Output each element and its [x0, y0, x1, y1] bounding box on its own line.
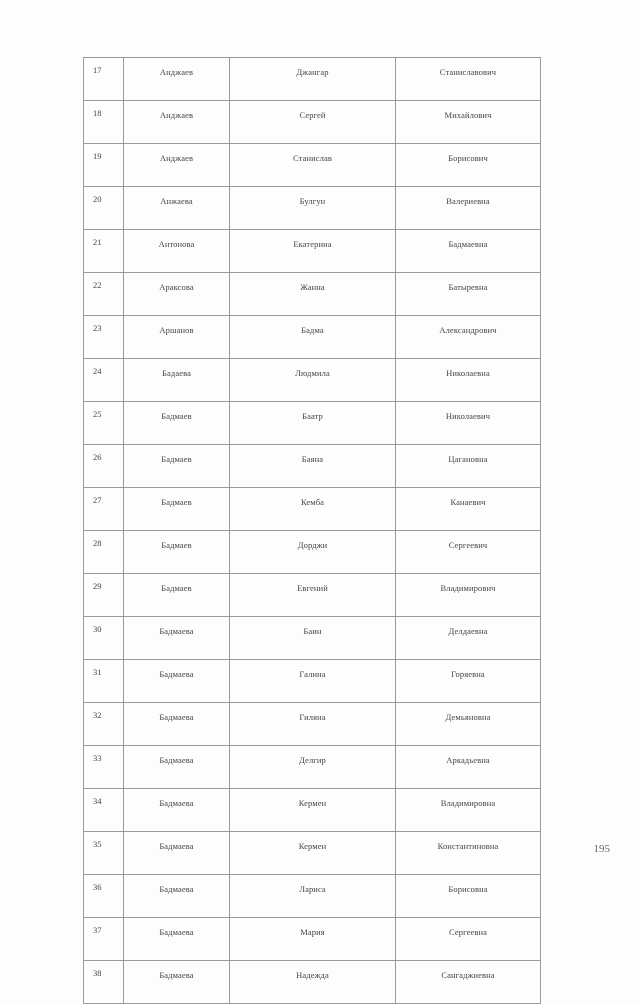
row-number: 28 [84, 531, 124, 574]
surname-cell-text: Бадмаева [159, 626, 194, 636]
row-number: 19 [84, 144, 124, 187]
surname-cell-text: Бадмаев [161, 411, 192, 421]
table-row [84, 58, 541, 101]
patronymic-cell-text: Николаевич [445, 411, 491, 421]
surname-cell-text: Бадмаева [159, 798, 194, 808]
first-name-cell-text: Сергей [299, 110, 326, 120]
surname-cell [124, 789, 230, 832]
patronymic-cell [396, 488, 541, 531]
patronymic-cell-text: Михайлович [444, 110, 492, 120]
first-name-cell-text: Гиляна [299, 712, 326, 722]
row-number: 32 [84, 703, 124, 746]
surname-cell-text: Бадаева [162, 368, 191, 378]
row-number: 23 [84, 316, 124, 359]
first-name-cell-text: Евгений [297, 583, 328, 593]
row-number: 24 [84, 359, 124, 402]
patronymic-cell [396, 144, 541, 187]
row-number: 22 [84, 273, 124, 316]
patronymic-cell [396, 230, 541, 273]
patronymic-cell-text: Делдаевна [448, 626, 488, 636]
first-name-cell-text: Людмила [295, 368, 330, 378]
surname-cell [124, 660, 230, 703]
table-row [84, 359, 541, 402]
table-row [84, 617, 541, 660]
patronymic-cell-text: Станиславович [439, 67, 497, 77]
surname-cell [124, 961, 230, 1004]
surname-cell [124, 617, 230, 660]
first-name-cell-text: Станислав [293, 153, 332, 163]
patronymic-cell [396, 660, 541, 703]
surname-cell-text: Анжаева [160, 196, 193, 206]
table-row [84, 961, 541, 1004]
surname-cell-text: Бадмаев [161, 583, 192, 593]
surname-cell [124, 445, 230, 488]
table-row [84, 402, 541, 445]
first-name-cell-text: Жанна [300, 282, 325, 292]
first-name-cell [230, 316, 396, 359]
surname-cell-text: Бадмаева [159, 884, 194, 894]
patronymic-cell [396, 746, 541, 789]
table-row [84, 230, 541, 273]
row-number: 17 [84, 58, 124, 101]
patronymic-cell [396, 574, 541, 617]
patronymic-cell [396, 531, 541, 574]
surname-cell [124, 918, 230, 961]
first-name-cell [230, 531, 396, 574]
row-number: 27 [84, 488, 124, 531]
first-name-cell [230, 875, 396, 918]
table-row [84, 660, 541, 703]
surname-cell [124, 703, 230, 746]
patronymic-cell-text: Константиновна [437, 841, 499, 851]
surname-cell [124, 832, 230, 875]
first-name-cell-text: Бадма [301, 325, 324, 335]
table-row [84, 101, 541, 144]
row-number: 37 [84, 918, 124, 961]
surname-cell-text: Бадмаев [161, 540, 192, 550]
patronymic-cell [396, 617, 541, 660]
row-number: 34 [84, 789, 124, 832]
table-row [84, 746, 541, 789]
surname-cell-text: Бадмаева [159, 712, 194, 722]
patronymic-cell-text: Демьяновна [445, 712, 491, 722]
first-name-cell-text: Баин [303, 626, 322, 636]
first-name-cell-text: Кермен [298, 798, 327, 808]
patronymic-cell [396, 875, 541, 918]
roster-table-body [84, 58, 541, 1004]
patronymic-cell-text: Валериевна [446, 196, 490, 206]
first-name-cell-text: Кемба [300, 497, 325, 507]
first-name-cell [230, 101, 396, 144]
first-name-cell-text: Мария [300, 927, 325, 937]
first-name-cell-text: Делгир [299, 755, 326, 765]
patronymic-cell [396, 316, 541, 359]
patronymic-cell-text: Борисович [448, 153, 488, 163]
row-number: 38 [84, 961, 124, 1004]
patronymic-cell [396, 402, 541, 445]
row-number: 33 [84, 746, 124, 789]
row-number: 35 [84, 832, 124, 875]
first-name-cell-text: Булгун [299, 196, 326, 206]
first-name-cell [230, 617, 396, 660]
first-name-cell-text: Дорджи [297, 540, 328, 550]
surname-cell-text: Бадмаева [159, 841, 194, 851]
patronymic-cell [396, 445, 541, 488]
surname-cell [124, 359, 230, 402]
surname-cell [124, 574, 230, 617]
surname-cell [124, 101, 230, 144]
surname-cell [124, 187, 230, 230]
patronymic-cell-text: Сергеевна [449, 927, 487, 937]
patronymic-cell [396, 273, 541, 316]
surname-cell-text: Бадмаева [159, 669, 194, 679]
surname-cell [124, 316, 230, 359]
patronymic-cell-text: Владимирович [440, 583, 496, 593]
first-name-cell [230, 918, 396, 961]
patronymic-cell-text: Бадмаевна [448, 239, 488, 249]
first-name-cell [230, 574, 396, 617]
first-name-cell [230, 402, 396, 445]
surname-cell-text: Анджаев [159, 67, 194, 77]
first-name-cell [230, 187, 396, 230]
surname-cell [124, 58, 230, 101]
row-number: 31 [84, 660, 124, 703]
first-name-cell [230, 746, 396, 789]
table-row [84, 832, 541, 875]
table-row [84, 445, 541, 488]
table-row [84, 875, 541, 918]
patronymic-cell-text: Аркадьевна [446, 755, 490, 765]
patronymic-cell-text: Сангаджиевна [441, 970, 495, 980]
first-name-cell-text: Джангар [296, 67, 329, 77]
table-row [84, 488, 541, 531]
first-name-cell-text: Надежда [296, 970, 329, 980]
surname-cell-text: Аршанов [159, 325, 194, 335]
patronymic-cell-text: Борисовна [448, 884, 488, 894]
surname-cell [124, 144, 230, 187]
patronymic-cell-text: Сергеевич [448, 540, 488, 550]
table-row [84, 918, 541, 961]
first-name-cell [230, 359, 396, 402]
table-row [84, 789, 541, 832]
patronymic-cell [396, 918, 541, 961]
row-number: 26 [84, 445, 124, 488]
first-name-cell [230, 660, 396, 703]
first-name-cell [230, 789, 396, 832]
first-name-cell [230, 961, 396, 1004]
surname-cell-text: Анджаев [159, 110, 194, 120]
first-name-cell [230, 488, 396, 531]
surname-cell-text: Бадмаев [161, 454, 192, 464]
surname-cell [124, 875, 230, 918]
patronymic-cell-text: Батыревна [448, 282, 488, 292]
table-row [84, 144, 541, 187]
table-row [84, 703, 541, 746]
surname-cell-text: Анджаев [159, 153, 194, 163]
patronymic-cell-text: Цагановна [448, 454, 488, 464]
first-name-cell [230, 703, 396, 746]
patronymic-cell [396, 58, 541, 101]
first-name-cell-text: Галина [299, 669, 326, 679]
surname-cell [124, 488, 230, 531]
patronymic-cell [396, 101, 541, 144]
surname-cell-text: Бадмаев [161, 497, 192, 507]
table-row [84, 531, 541, 574]
surname-cell [124, 746, 230, 789]
row-number: 29 [84, 574, 124, 617]
patronymic-cell-text: Владимировна [440, 798, 496, 808]
patronymic-cell [396, 359, 541, 402]
surname-cell-text: Бадмаева [159, 927, 194, 937]
surname-cell [124, 230, 230, 273]
first-name-cell-text: Баатр [302, 411, 323, 421]
first-name-cell [230, 230, 396, 273]
table-row [84, 316, 541, 359]
patronymic-cell-text: Александрович [439, 325, 497, 335]
table-row [84, 187, 541, 230]
first-name-cell-text: Кермен [298, 841, 327, 851]
page-number: 195 [593, 843, 610, 855]
first-name-cell-text: Баяна [301, 454, 324, 464]
patronymic-cell [396, 961, 541, 1004]
table-row [84, 574, 541, 617]
patronymic-cell-text: Николаевна [446, 368, 490, 378]
surname-cell [124, 273, 230, 316]
table-row [84, 273, 541, 316]
first-name-cell [230, 58, 396, 101]
first-name-cell-text: Екатерина [293, 239, 332, 249]
roster-table [83, 57, 541, 1004]
patronymic-cell [396, 789, 541, 832]
row-number: 36 [84, 875, 124, 918]
row-number: 20 [84, 187, 124, 230]
patronymic-cell [396, 832, 541, 875]
surname-cell [124, 402, 230, 445]
row-number: 21 [84, 230, 124, 273]
first-name-cell [230, 445, 396, 488]
patronymic-cell [396, 703, 541, 746]
row-number: 18 [84, 101, 124, 144]
row-number: 25 [84, 402, 124, 445]
row-number: 30 [84, 617, 124, 660]
patronymic-cell [396, 187, 541, 230]
surname-cell-text: Араксова [159, 282, 194, 292]
first-name-cell [230, 144, 396, 187]
patronymic-cell-text: Канаевич [450, 497, 486, 507]
surname-cell-text: Антонова [158, 239, 195, 249]
surname-cell-text: Бадмаева [159, 970, 194, 980]
first-name-cell-text: Лариса [299, 884, 326, 894]
first-name-cell [230, 273, 396, 316]
surname-cell-text: Бадмаева [159, 755, 194, 765]
first-name-cell [230, 832, 396, 875]
surname-cell [124, 531, 230, 574]
patronymic-cell-text: Горяевна [451, 669, 485, 679]
